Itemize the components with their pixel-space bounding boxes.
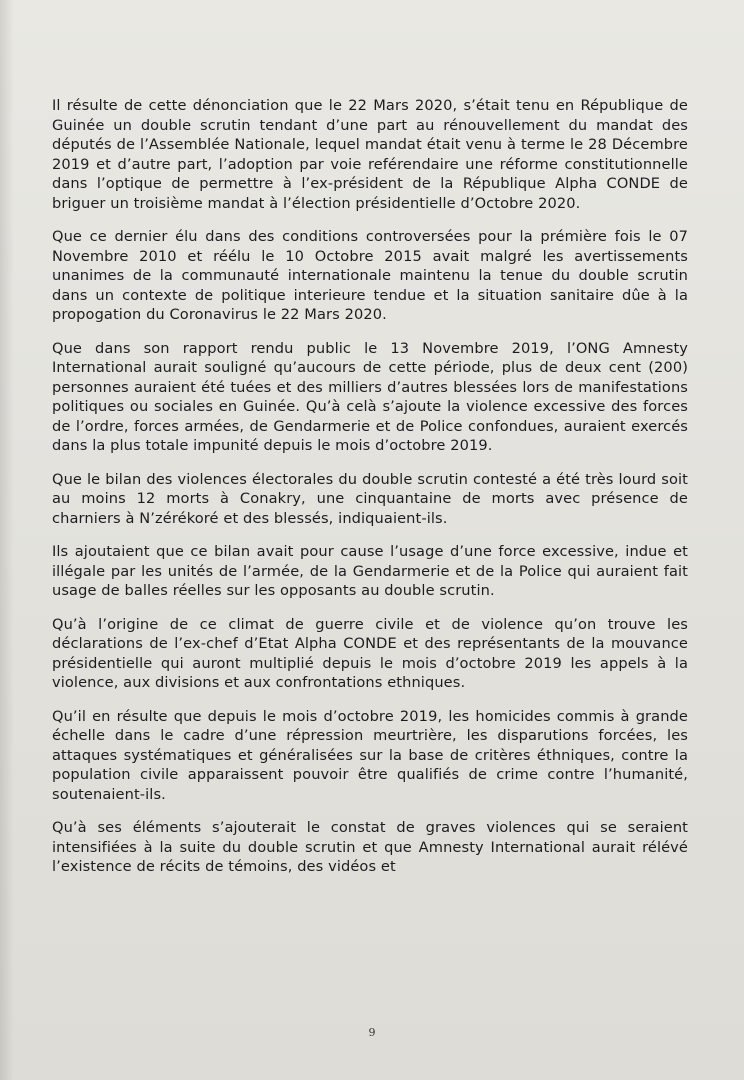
paragraph-8: Qu’à ses éléments s’ajouterait le constat de graves violences qui se seraient intensifiées à la suite du double scrutin et que Amnesty International aurait rélévé l’existence de récits de témoins, des vidéos et (52, 819, 688, 875)
paragraph-2: Que ce dernier élu dans des conditions controversées pour la prémière fois le 07 Novembre 2010 et réélu le 10 Octobre 2015 avait malgré les avertissements unanimes de la communauté internationale maintenu la tenue du double scrutin dans un contexte de politique interieure tendue et la situation sanitaire dûe à la propogation du Coronavirus le 22 Mars 2020. (52, 228, 688, 323)
paragraph-4: Que le bilan des violences électorales du double scrutin contesté a été très lourd soit au moins 12 morts à Conakry, une cinquantaine de morts avec présence de charniers à N’zérékoré et des blessés, indiquaient-ils. (52, 470, 688, 527)
paragraph-1: Il résulte de cette dénonciation que le 22 Mars 2020, s’était tenu en République de Guinée un double scrutin tendant d’une part au rénouvellement du mandat des députés de l’Assemblée Nationale, lequel mandat était venu à terme le 28 Décembre 2019 et d’autre part, l’adoption par voie reférendaire une réforme constitutionnelle dans l’optique de permettre à l’ex-président de la République Alpha CONDE de briguer un troisième mandat à l’élection présidentielle d’Octobre 2020. (52, 97, 688, 212)
paragraph-5: Ils ajoutaient que ce bilan avait pour cause l’usage d’une force excessive, indue et illégale par les unités de l’armée, de la Gendarmerie et de la Police qui auraient fait usage de balles réelles sur les opposants au double scrutin. (52, 543, 688, 599)
paragraph-3: Que dans son rapport rendu public le 13 Novembre 2019, l’ONG Amnesty International aurait souligné qu’aucours de cette période, plus de deux cent (200) personnes auraient été tuées et des milliers d’autres blessées lors de manifestations politiques ou sociales en Guinée. Qu’à celà s’ajoute la violence excessive des forces de l’ordre, forces armées, de Gendarmerie et de Police confondues, auraient exercés dans la plus totale impunité depuis le mois d’octobre 2019. (52, 339, 688, 454)
document-body (52, 96, 688, 891)
paragraph-7: Qu’il en résulte que depuis le mois d’octobre 2019, les homicides commis à grande échelle dans le cadre d’une répression meurtrière, les disparutions forcées, les attaques systématiques et généralisées sur la base de critères éthniques, contre la population civile apparaissent pouvoir être qualifiés de crime contre l’humanité, soutenaient-ils. (52, 707, 688, 803)
page-number: 9 (368, 1026, 376, 1039)
paragraph-6: Qu’à l’origine de ce climat de guerre civile et de violence qu’on trouve les déclarations de l’ex-chef d’Etat Alpha CONDE et des représentants de la mouvance présidentielle qui auront multiplié depuis le mois d’octobre 2019 les appels à la violence, aux divisions et aux confrontations ethniques. (52, 615, 688, 691)
